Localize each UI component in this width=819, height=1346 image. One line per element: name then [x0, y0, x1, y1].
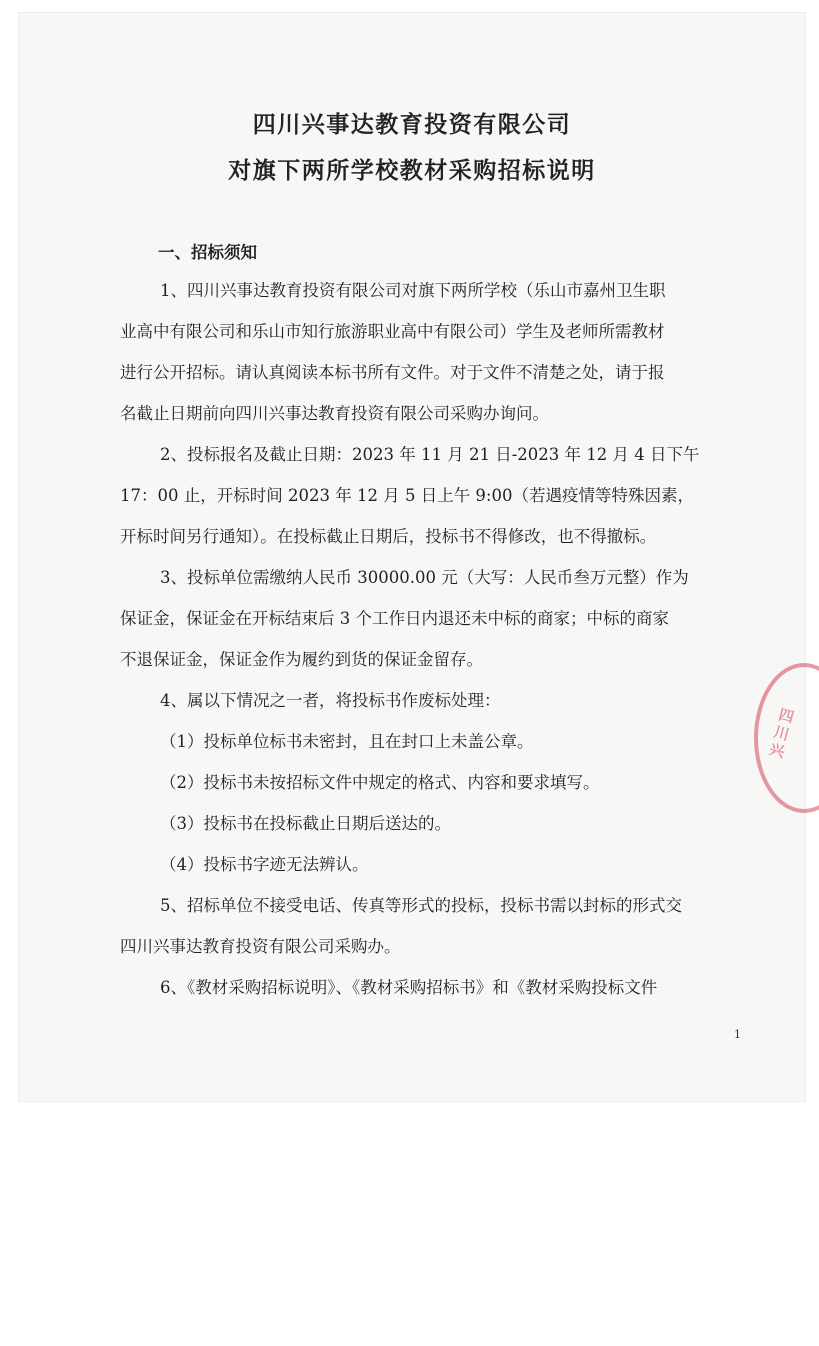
- paragraph-line: 开标时间另行通知）。在投标截止日期后，投标书不得修改，也不得撤标。: [120, 527, 657, 546]
- paragraph-line: 1、四川兴事达教育投资有限公司对旗下两所学校（乐山市嘉州卫生职: [160, 281, 666, 300]
- section-heading: 一、招标须知: [158, 243, 257, 262]
- paragraph-line: 17：00 止，开标时间 2023 年 12 月 5 日上午 9:00（若遇疫情等特殊因素，: [120, 486, 694, 505]
- list-item: （3）投标书在投标截止日期后送达的。: [160, 814, 451, 833]
- paragraph-line: 业高中有限公司和乐山市知行旅游职业高中有限公司）学生及老师所需教材: [120, 322, 665, 341]
- paragraph-line: 2、投标报名及截止日期：2023 年 11 月 21 日-2023 年 12 月 4 日下午: [160, 445, 700, 464]
- page-number: 1: [734, 1028, 741, 1041]
- seal-text: 四川兴: [767, 705, 796, 762]
- paragraph-line: 5、招标单位不接受电话、传真等形式的投标，投标书需以封标的形式交: [160, 896, 682, 915]
- paragraph-line: 4、属以下情况之一者，将投标书作废标处理：: [160, 691, 501, 710]
- document-subtitle: 对旗下两所学校教材采购招标说明: [228, 157, 596, 184]
- paragraph-line: 6、《教材采购招标说明》、《教材采购招标书》和《教材采购投标文件: [160, 978, 658, 997]
- list-item: （4）投标书字迹无法辨认。: [160, 855, 369, 874]
- paragraph-line: 不退保证金，保证金作为履约到货的保证金留存。: [120, 650, 483, 669]
- paragraph-line: 保证金，保证金在开标结束后 3 个工作日内退还未中标的商家；中标的商家: [120, 609, 669, 628]
- list-item: （1）投标单位标书未密封，且在封口上未盖公章。: [160, 732, 534, 751]
- scanned-page: [18, 12, 806, 1102]
- list-item: （2）投标书未按招标文件中规定的格式、内容和要求填写。: [160, 773, 600, 792]
- paragraph-line: 名截止日期前向四川兴事达教育投资有限公司采购办询问。: [120, 404, 549, 423]
- document-title: 四川兴事达教育投资有限公司: [252, 111, 572, 138]
- paragraph-line: 四川兴事达教育投资有限公司采购办。: [120, 937, 401, 956]
- paragraph-line: 3、投标单位需缴纳人民币 30000.00 元（大写：人民币叁万元整）作为: [160, 568, 689, 587]
- paragraph-line: 进行公开招标。请认真阅读本标书所有文件。对于文件不清楚之处，请于报: [120, 363, 665, 382]
